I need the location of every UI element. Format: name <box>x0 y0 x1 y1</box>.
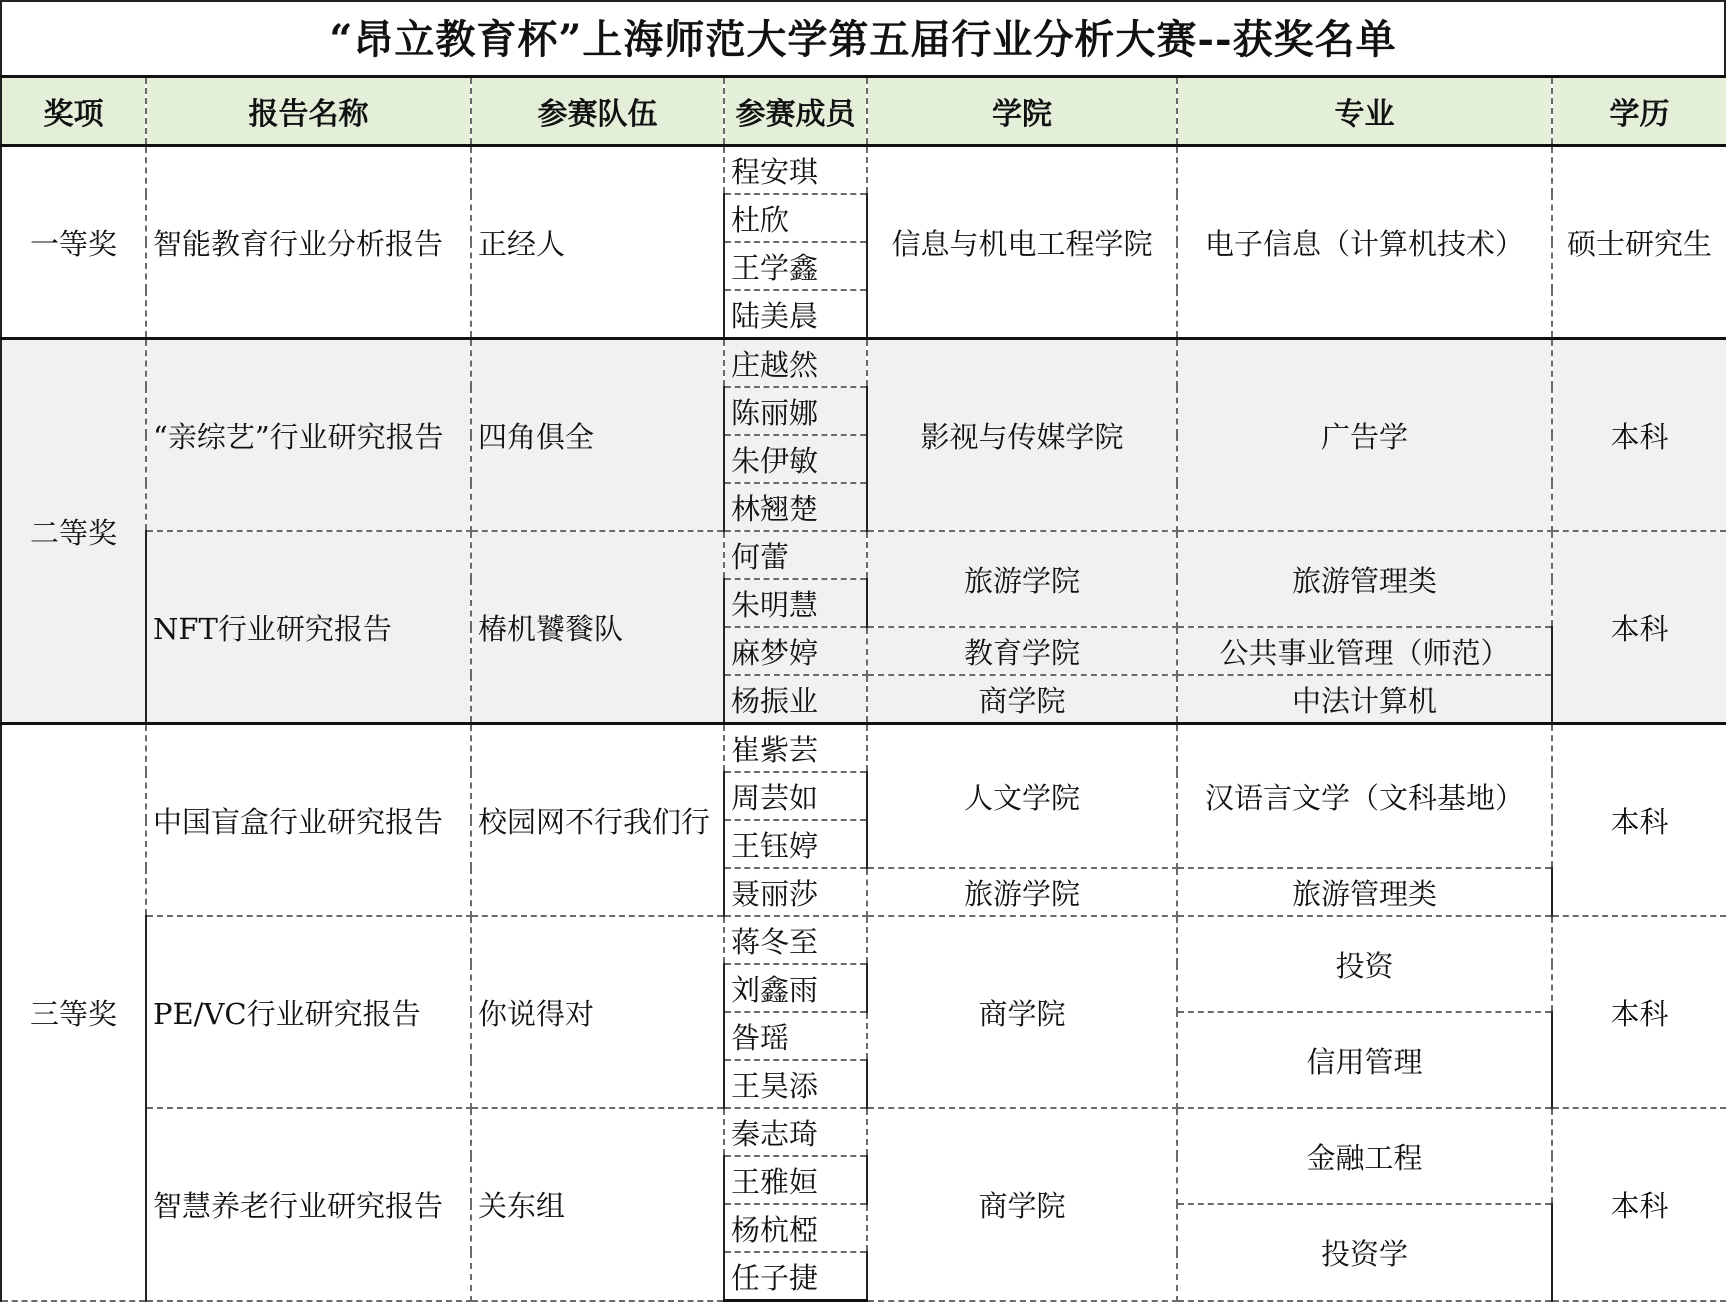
member-name: 朱明慧 <box>724 579 867 627</box>
member-name: 王雅姮 <box>724 1156 867 1204</box>
header-members: 参赛成员 <box>724 77 867 146</box>
member-name: 杜欣 <box>724 194 867 242</box>
member-name: 崔紫芸 <box>724 724 867 773</box>
header-college: 学院 <box>867 77 1177 146</box>
header-major: 专业 <box>1177 77 1552 146</box>
table-row <box>1 339 1726 388</box>
major-name: 汉语言文学（文科基地） <box>1177 724 1552 869</box>
award-second: 二等奖 <box>1 339 146 724</box>
member-name: 朱伊敏 <box>724 435 867 483</box>
member-name: 陆美晨 <box>724 290 867 339</box>
report-name: “亲综艺”行业研究报告 <box>146 339 471 532</box>
major-name: 中法计算机 <box>1177 675 1552 724</box>
member-name: 王学鑫 <box>724 242 867 290</box>
major-name: 旅游管理类 <box>1177 868 1552 916</box>
college-name: 影视与传媒学院 <box>867 339 1177 532</box>
member-name: 王昊添 <box>724 1060 867 1108</box>
college-name: 商学院 <box>867 916 1177 1108</box>
team-name: 关东组 <box>471 1108 724 1301</box>
team-name: 你说得对 <box>471 916 724 1108</box>
member-name: 刘鑫雨 <box>724 964 867 1012</box>
award-third: 三等奖 <box>1 724 146 1301</box>
member-name: 麻梦婷 <box>724 627 867 675</box>
team-name: 四角俱全 <box>471 339 724 532</box>
member-name: 任子捷 <box>724 1252 867 1301</box>
member-name: 程安琪 <box>724 146 867 195</box>
degree-name: 本科 <box>1552 531 1726 724</box>
team-name: 校园网不行我们行 <box>471 724 724 917</box>
member-name: 王钰婷 <box>724 820 867 868</box>
member-name: 林翘楚 <box>724 483 867 531</box>
college-name: 旅游学院 <box>867 868 1177 916</box>
degree-name: 本科 <box>1552 916 1726 1108</box>
member-name: 聂丽莎 <box>724 868 867 916</box>
major-name: 信用管理 <box>1177 1012 1552 1108</box>
header-row <box>1 77 1726 146</box>
team-name: 正经人 <box>471 146 724 339</box>
table-row <box>1 531 1726 579</box>
degree-name: 本科 <box>1552 339 1726 532</box>
member-name: 何蕾 <box>724 531 867 579</box>
major-name: 电子信息（计算机技术） <box>1177 146 1552 339</box>
table-row <box>1 724 1726 773</box>
report-name: NFT行业研究报告 <box>146 531 471 724</box>
college-name: 教育学院 <box>867 627 1177 675</box>
table-row <box>1 146 1726 195</box>
member-name: 蒋冬至 <box>724 916 867 964</box>
page-title: “昂立教育杯”上海师范大学第五届行业分析大赛--获奖名单 <box>0 0 1726 75</box>
team-name: 椿机饕餮队 <box>471 531 724 724</box>
college-name: 旅游学院 <box>867 531 1177 627</box>
table-row <box>1 1108 1726 1156</box>
member-name: 秦志琦 <box>724 1108 867 1156</box>
major-name: 投资 <box>1177 916 1552 1012</box>
report-name: 智慧养老行业研究报告 <box>146 1108 471 1301</box>
report-name: PE/VC行业研究报告 <box>146 916 471 1108</box>
major-name: 金融工程 <box>1177 1108 1552 1204</box>
header-report: 报告名称 <box>146 77 471 146</box>
member-name: 庄越然 <box>724 339 867 388</box>
major-name: 公共事业管理（师范） <box>1177 627 1552 675</box>
header-degree: 学历 <box>1552 77 1726 146</box>
member-name: 杨振业 <box>724 675 867 724</box>
college-name: 商学院 <box>867 675 1177 724</box>
degree-name: 本科 <box>1552 724 1726 917</box>
college-name: 人文学院 <box>867 724 1177 869</box>
major-name: 旅游管理类 <box>1177 531 1552 627</box>
member-name: 杨杭椏 <box>724 1204 867 1252</box>
member-name: 昝瑶 <box>724 1012 867 1060</box>
degree-name: 本科 <box>1552 1108 1726 1301</box>
college-name: 信息与机电工程学院 <box>867 146 1177 339</box>
header-award: 奖项 <box>1 77 146 146</box>
report-name: 智能教育行业分析报告 <box>146 146 471 339</box>
major-name: 投资学 <box>1177 1204 1552 1301</box>
awards-table <box>0 75 1726 1302</box>
table-row <box>1 916 1726 964</box>
header-team: 参赛队伍 <box>471 77 724 146</box>
award-first: 一等奖 <box>1 146 146 339</box>
member-name: 陈丽娜 <box>724 387 867 435</box>
degree-name: 硕士研究生 <box>1552 146 1726 339</box>
member-name: 周芸如 <box>724 772 867 820</box>
report-name: 中国盲盒行业研究报告 <box>146 724 471 917</box>
college-name: 商学院 <box>867 1108 1177 1301</box>
major-name: 广告学 <box>1177 339 1552 532</box>
